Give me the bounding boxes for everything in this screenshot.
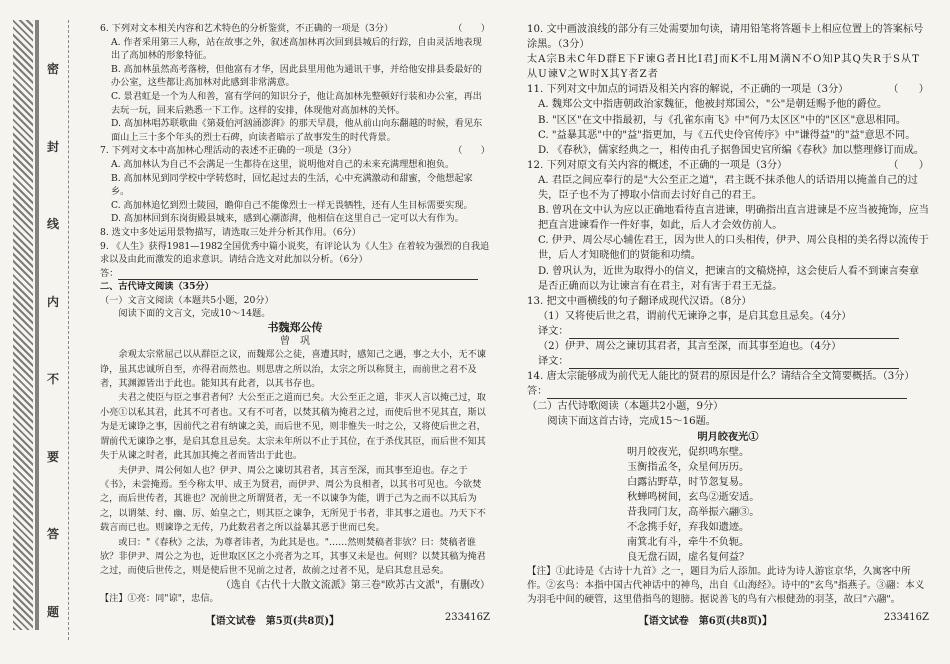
page-label-right: 【语文试卷 第6页(共8页)】 — [638, 616, 773, 627]
translation-line-1[interactable]: 译文： — [527, 324, 929, 339]
q11-option-b: B. "区区"在文中指最初，与《孔雀东南飞》中"何乃太区区"中的"区区"意思相同。 — [538, 114, 907, 126]
passage-paragraph: 夫伊尹、周公何如人也？伊尹、周公之谏切其君者，其言至深，而其事至迫也。存之于《书》，未尝掩焉。至今称太甲、成王为贤君，而伊尹、周公为良相者，以其书可见也。今欲焚之，而后世传者，其谁也？况前世之所谓贤者，无一不以谏争为能，谓于己为之而不以其后为之，以谓桀、纣、幽、厉、始皇之亡，则其臣之谏争，无所见于书者，非其事之道也。乃天下不载言而已也。则谏诤之无传，乃此数君者之所以益暴其恶于世而已矣。 — [100, 464, 486, 534]
poem-line: 秋蝉鸣树间，玄鸟②逝安适。 — [627, 491, 760, 503]
poem-instruction: 阅读下面这首古诗，完成15～16题。 — [547, 416, 716, 428]
reading-instruction: 阅读下面的文言文，完成10～14题。 — [118, 308, 271, 320]
question-13: 13. 把文中画横线的句子翻译成现代汉语。（8分） — [527, 295, 752, 307]
q12-option-b: B. 曾巩在文中认为应以正确地看待直言进谏，明确指出直言进谏是不应当被掩饰，应当把直言进谏看作一件好事，如此，后人才会效仿前人。 — [538, 205, 929, 232]
question-7: 7. 下列对文本中高加林心理活动的表述不正确的一项是（3分） （ ） — [100, 145, 490, 157]
footnote: 【注】①亮：同"谅"，忠信。 — [100, 593, 219, 605]
q13-sentence-1: （1）又将使后世之君，谓前代无谏诤之事，是启其怠且忌矣。（4分） — [538, 310, 852, 322]
passage-author: 曾 巩 — [280, 335, 310, 347]
q7-option-c: C. 高加林追忆到烈士陵园，瞻仰自己不能像烈士一样无畏牺牲，还有人生目标需要实现。 — [111, 199, 473, 211]
passage-paragraph: 余观太宗常屈己以从群臣之议，而魏郑公之徒，喜遭其时，感知己之遇，事之大小，无不谏诤，虽其忠诚所自至，亦得君而然也。则思唐之所以治，太宗之所以称贤主，而前世之君不及者，其渊源皆出于此也。能知其有此者，以其书存也。 — [100, 349, 486, 390]
poem-line: 白露沾野草，时节忽复易。 — [627, 476, 750, 488]
q12-option-a: A. 君臣之间应奉行的是"大公至正之道"，君主既不抹杀他人的话语用以掩盖自己的过失，臣子也不为了搏取小信而去讨好自己的君王。 — [538, 174, 918, 202]
q6-option-c: C. 景君虹是一个为人和善，富有学问的知识分子，他让高加林先整顿好行装和办公室，再出去玩一玩，回来后熟悉一下工作。这样的安排，体现他对高加林的关怀。 — [111, 90, 482, 116]
q12-option-d: D. 曾巩认为，近世为取得小的信义，把谏言的文稿烧掉，这会使后人看不到谏言奏章是否正确而以为让谏言有在君主，对有害于君王无益。 — [538, 265, 920, 292]
passage-source: （选自《古代十大散文流派》第三卷"欧苏古文派"，有删改） — [220, 579, 490, 591]
translation-line-2[interactable]: 译文： — [527, 354, 929, 369]
border-line — [35, 20, 39, 630]
question-10: 10. 文中画波浪线的部分有三处需要加句读，请用铅笔将答题卡上相应位置上的答案标号涂黑。（3分） — [527, 24, 924, 51]
poem-line: 昔我同门友，高举振六翮③。 — [627, 507, 760, 518]
section-2-heading: 二、古代诗文阅读（35分） — [100, 281, 214, 293]
poem-line: 明月皎夜光，促织鸣东壁。 — [627, 446, 750, 458]
passage-title: 书魏郑公传 — [267, 321, 323, 335]
left-footer — [100, 612, 490, 627]
question-9: 9. 《人生》获得1981—1982全国优秀中篇小说奖，有评论认为《人生》在着较为强烈的自我追求以及由此而激发的追求意识。请结合选文对此加以分析。（6分） — [100, 240, 490, 266]
q11-option-d: D. 《春秋》，儒家经典之一，相传由孔子据鲁国史官所编《春秋》加以整理修订而成。 — [538, 144, 925, 156]
q7-option-b: B. 高加林见到同学校中学转悠时，回忆起过去的生活，心中充满激动和甜蜜，令他想起家乡。 — [111, 172, 473, 198]
poem-body — [527, 445, 929, 566]
decorative-border — [13, 20, 33, 630]
exam-code-left: 233416Z — [444, 612, 490, 623]
q11-option-c: C. "益暴其恶"中的"益"指更加，与《五代史伶官传序》中"谦得益"的"益"意思不同。 — [538, 129, 916, 141]
question-6: 6. 下列对文本相关内容和艺术特色的分析鉴赏，不正确的一项是（3分） （ ） — [100, 23, 490, 34]
subsection-2-heading: （二）古代诗歌阅读（本题共2小题，9分） — [527, 401, 724, 413]
answer-line[interactable]: 答： — [100, 267, 490, 281]
poem-line: 南箕北有斗，牵牛不负轭。 — [627, 537, 750, 549]
page-label-left: 【语文试卷 第5页(共8页)】 — [205, 616, 340, 627]
poem-title: 明月皎夜光① — [697, 430, 759, 443]
left-column — [100, 22, 490, 606]
poem-line: 良无盘石固，虚名复何益？ — [627, 552, 750, 564]
poem-footnote: 【注】①此诗是《古诗十九首》之一，题目为后人添加。此诗为诗人游宦京华，久寓客中所作。②玄鸟：本指中国古代神话中的神鸟，出自《山海经》。诗中的"玄鸟"指燕子。③翮：本义为羽毛中间的硬管，这里借指鸟的翅膀。据说善飞的鸟有六根健劲的羽茎，故曰"六翮"。 — [527, 566, 925, 606]
question-12: 12. 下列对原文有关内容的概述，不正确的一项是（3分） （ ） — [527, 159, 929, 171]
right-column — [527, 22, 929, 607]
passage-paragraph: 或曰："《春秋》之法，为尊者讳者，为此其是也。"……然则焚稿者非欤？曰：焚稿者谁欤？非伊尹、周公之为也，近世取区区之小亮者为之耳，其事又未是也。何则？以焚其稿为掩君之过，而使后世传之，则是使后世不见前之过者，故前之过者不见，是启其怠且忌矣。 — [100, 536, 486, 577]
cut-line — [68, 20, 69, 640]
q7-option-a: A. 高加林认为自己不会满足一生都待在这里，说明他对自己的未来充满理想和抱负。 — [111, 158, 455, 170]
q7-option-d: D. 高加林回到东岗街殿县城来，感到心潮澎湃，他相信在这里自己一定可以大有作为。 — [111, 213, 464, 225]
poem-line: 不念携手好，弃我如遗迹。 — [627, 522, 750, 534]
q6-option-d: D. 高加林唱苏联歌曲《第聂伯河汹涌澎湃》的那天早晨，他从前山向东翻越的时候，看见东面山上三十多个年头的烈士石碑，向读者暗示了故事发生的时代背景。 — [111, 118, 483, 143]
question-14: 14. 唐太宗能够成为前代无人能比的贤君的原因是什么？请结合全文简要概括。（3分） — [527, 371, 915, 383]
q13-sentence-2: （2）伊尹、周公之谏切其君者，其言至深，而其事至迫也。（4分） — [538, 340, 842, 352]
passage-paragraph: 夫君之使臣与臣之事君者何？大公至正之道而已矣。大公至正之道，非灭人言以掩己过，取小亮①以私其君，此其不可者也。又有不可者，以焚其稿为掩君之过，而使后世不见其直，斯以为是无谏诤之事，因前代之君有纳谏之美，而后世不见，则非惟失一时之公，又将使后世之君，谓前代无谏诤之事，是启其怠且忌矣。太宗未年所以不止于其位，在于杀伐其臣，而后世不知其失于从谏之时者，此其加其掩之者而皆出于此也。 — [100, 392, 486, 462]
subsection-1-heading: （一）文言文阅读（本题共5小题，20分） — [100, 294, 274, 306]
q12-option-c: C. 伊尹、周公尽心辅佐君王，因为世人的口头相传，伊尹、周公良相的美名得以流传于世，后人才知晓他们的贤能和功绩。 — [538, 235, 929, 262]
poem-line: 玉衡指孟冬，众星何历历。 — [627, 461, 750, 473]
question-11: 11. 下列对文中加点的词语及相关内容的解说，不正确的一项是（3分） （ ） — [527, 84, 929, 96]
q6-option-b: B. 高加林虽然高考落榜，但他富有才华，因此县里用他为通讯干事，并给他安排县委最好的办公室，这些都让高加林对此感到非常满意。 — [111, 63, 482, 89]
punctuation-sequence: 太A宗B未C年D群E下F谏G者H比I君J而K不L用M满N不O知P其Q失R于S从T从U谏V之W时X其Y者Z者 — [527, 54, 920, 81]
seal-line-text: 密 封 线 内 不 要 答 题 — [46, 62, 59, 619]
answer-line-14[interactable]: 答： — [527, 384, 929, 399]
question-8: 8. 选文中多处运用景物描写，请选取三处并分析其作用。（6分） — [100, 226, 361, 238]
exam-code-right: 233416Z — [883, 612, 929, 623]
q11-option-a: A. 魏郑公文中指唐朝政治家魏征，他被封郑国公，"公"是朝廷赐予他的爵位。 — [538, 99, 888, 111]
q6-option-a: A. 作者采用第三人称，站在故事之外，叙述高加林再次回到县城后的行踪，自由灵活地表现出了高加林的形象特征。 — [111, 36, 482, 62]
right-footer — [527, 612, 929, 627]
